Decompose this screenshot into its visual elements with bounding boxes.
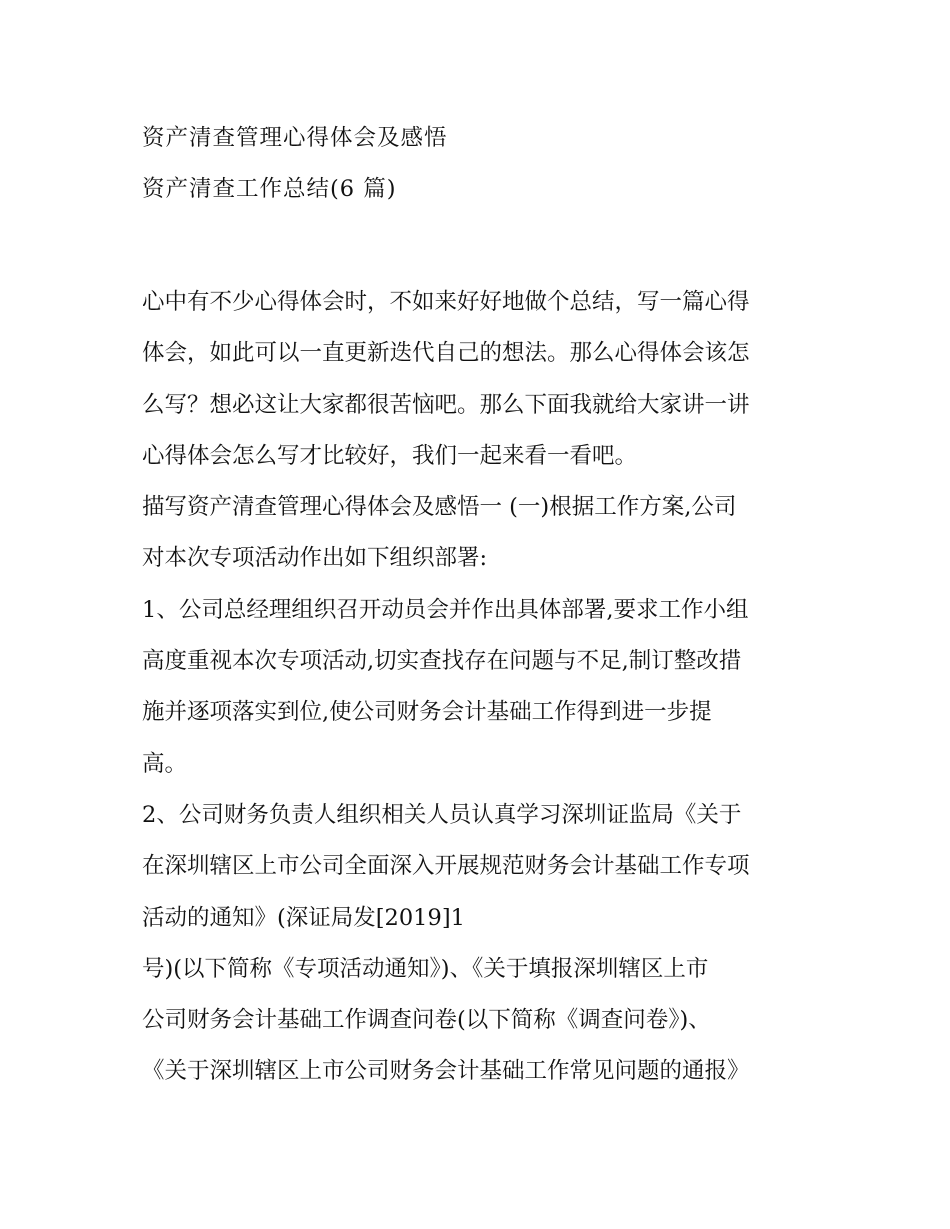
item-1-line-4: 高。 — [142, 750, 188, 777]
document-body — [142, 277, 822, 1098]
intro-line-4: 心得体会怎么写才比较好，我们一起来看一看吧。 — [142, 442, 638, 469]
title-line-2: 资产清查工作总结(6 篇) — [142, 176, 397, 203]
item-2-line-3: 活动的通知》(深证局发[2019]1 — [142, 904, 465, 931]
intro-line-3: 么写？想必这让大家都很苦恼吧。那么下面我就给大家讲一讲 — [142, 391, 750, 418]
intro-line-1: 心中有不少心得体会时，不如来好好地做个总结，写一篇心得 — [142, 289, 750, 315]
title-line-1: 资产清查管理心得体会及感悟 — [142, 125, 448, 151]
item-2-line-1: 2、公司财务负责人组织相关人员认真学习深圳证监局《关于 — [142, 801, 742, 828]
item-1-line-1: 1、公司总经理组织召开动员会并作出具体部署,要求工作小组 — [142, 596, 749, 623]
item-2-line-6: 《关于深圳辖区上市公司财务会计基础工作常见问题的通报》 — [142, 1058, 750, 1085]
item-2-line-4: 号)(以下简称《专项活动通知》)、《关于填报深圳辖区上市 — [142, 955, 709, 982]
item-1-line-2: 高度重视本次专项活动,切实查找存在问题与不足,制订整改措 — [142, 648, 742, 675]
section-heading-line-1: 描写资产清查管理心得体会及感悟一 (一)根据工作方案,公司 — [142, 494, 737, 521]
page-title — [142, 113, 842, 216]
item-1-line-3: 施并逐项落实到位,使公司财务会计基础工作得到进一步提 — [142, 699, 712, 726]
item-2-line-5: 公司财务会计基础工作调查问卷(以下简称《调查问卷》)、 — [142, 1007, 711, 1034]
item-2-line-2: 在深圳辖区上市公司全面深入开展规范财务会计基础工作专项 — [142, 853, 750, 880]
intro-line-2: 体会，如此可以一直更新迭代自己的想法。那么心得体会该怎 — [142, 340, 750, 367]
section-heading-line-2: 对本次专项活动作出如下组织部署: — [142, 545, 488, 572]
